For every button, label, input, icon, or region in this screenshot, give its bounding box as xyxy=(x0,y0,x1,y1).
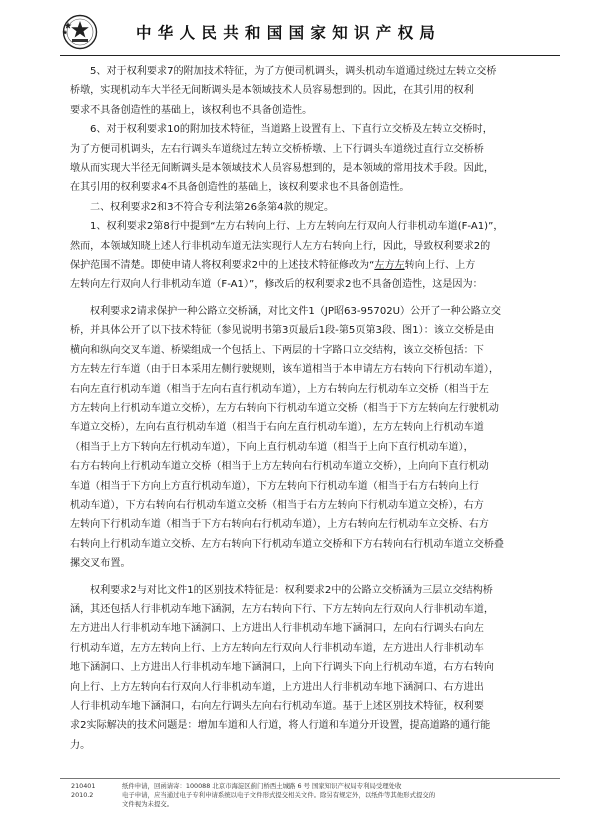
paragraph-reference1: 权利要求2请求保护一种公路立交桥涵，对比文件1（JP昭63-95702U）公开了一种公路立交 桥，并具体公开了以下技术特征（参见说明书第3页最后1段-第5页第3段、图1）：该立交桥是由 横向和纵向交叉车道、桥梁组成一个包括上、下两层的十字路口立交结构，该立交桥包括：下 方左转左行车道（由于日本采用左侧行驶规则，该车道相当于本申请左方右转向下行机动车道）， 右向左直行机动车道（相当于左向右直行机动车道），上方右转向左行机动车立交桥（相当于左 方左转向上行机动车道立交桥），左方右转向下行机动车道立交桥（相当于下方左转向左行驶机动 车道立交桥），左向右直行机动车道（相当于右向左直行机动车道），左方左转向上行机动车道 （相当于上方下转向左行机动车道），下向上直行机动车道（相当于上向下直行机动车道）， 右方右转向上行机动车道立交桥（相当于上方左转向右行机动车道立交桥），上向向下直行机动 车道（相当于下方向上方直行机动车道），下方左转向下行机动车道（相当于右方右转向上行 机动车道），下方右转向右行机动车道立交桥（相当于右方左转向下行机动车道立交桥），右方 左转向下行机动车道（相当于下方右转向右行机动车道），上方右转向左行机动车立交桥、右方 右转向上行机动车道立交桥、左方右转向下行机动车道立交桥和下方右转向右行机动车道立交桥叠 摞交叉布置。 xyxy=(70,305,505,570)
electronic-filing-note: 电子申请，应当通过电子专利申请系统以电子文件形式提交相关文件。除另有规定外，以纸件等其他形式提交的 文件视为未提交。 xyxy=(122,790,436,808)
form-code: 210401 xyxy=(71,782,96,790)
paragraph-claim7: 5、对于权利要求7的附加技术特征，为了方便司机调头，调头机动车道通过绕过左转立交桥 桥墩，实现机动车大半径无间断调头是本领域技术人员容易想到的。因此，在其引用的权利 要求不具备创造性的基础上，该权利也不具备创造性。 xyxy=(70,66,497,116)
clarity-text-part1: 1、权利要求2第8行中提到“左方右转向上行、上方左转向左行双向人行非机动车道(F-A1)”， 然而，本领域知晓上述人行非机动车道无法实现行人左方右转向上行，因此，导致权利要求2的 保护范围不清楚。即使申请人将权利要求2中的上述技术特征修改为“ xyxy=(70,221,504,272)
organization-name: 中华人民共和国国家知识产权局 xyxy=(136,24,442,42)
footer-line-paper xyxy=(71,782,561,791)
header-divider xyxy=(60,55,560,56)
form-version: 2010.2 xyxy=(71,790,94,799)
paragraph-distinguishing-features: 权利要求2与对比文件1的区别技术特征是：权利要求2中的公路立交桥涵为三层立交结构桥 涵，其还包括人行非机动车地下涵洞，左方右转向下行、下方左转向左行双向人行非机动车道， 左方进出人行非机动车地下涵洞口、上方进出人行非机动车地下涵洞口，左向右行调头右向左 行机动车道，左方左转向上行、上方左转向左行双向人行非机动车道，左方进出人行非机动车 地下涵洞口、上方进出人行非机动车地下涵洞口，上向下行调头下向上行机动车道，右方右转向 向上行、上方左转向右行双向人行非机动车道，上方进出人行非机动车地下涵洞口、右方进出 人行非机动车地下涵洞口，右向左行调头左向右行机动车道。基于上述区别技术特征，权利要 求2实际解决的技术问题是：增加车道和人行道，将人行道和车道分开设置，提高道路的通行能 力。 xyxy=(70,584,494,751)
footer-divider xyxy=(60,778,560,779)
paragraph-clarity-issue xyxy=(70,217,560,295)
underlined-correction: 左方左 xyxy=(374,260,405,272)
page-header xyxy=(0,0,595,62)
clarity-text-part2: 转向上行、上方 左转向左行双向人行非机动车道（F-A1）”，修改后的权利要求2也不具备创造性，这是因为： xyxy=(70,260,483,291)
footer-line-electronic xyxy=(71,791,561,809)
page-footer xyxy=(71,782,561,808)
national-emblem-icon xyxy=(62,14,98,50)
paper-filing-note: 纸件申请，回函请寄：100088 北京市海淀区蓟门桥西土城路 6 号 国家知识产权局专利局受理处收 xyxy=(122,782,402,790)
section-heading-2: 二、权利要求2和3不符合专利法第26条第4款的规定。 xyxy=(90,201,335,213)
document-body xyxy=(70,62,560,755)
paragraph-claim10: 6、对于权利要求10的附加技术特征，当道路上设置有上、下直行立交桥及左转立交桥时， 为了方便司机调头，左右行调头车道绕过左转立交桥桥墩、上下行调头车道绕过直行立交桥桥 墩从而实现大半径无间断调头是本领域技术人员容易想到的，是本领域的常用技术手段。因此， 在其引用的权利要求4不具备创造性的基础上，该权利要求也不具备创造性。 xyxy=(70,124,494,194)
